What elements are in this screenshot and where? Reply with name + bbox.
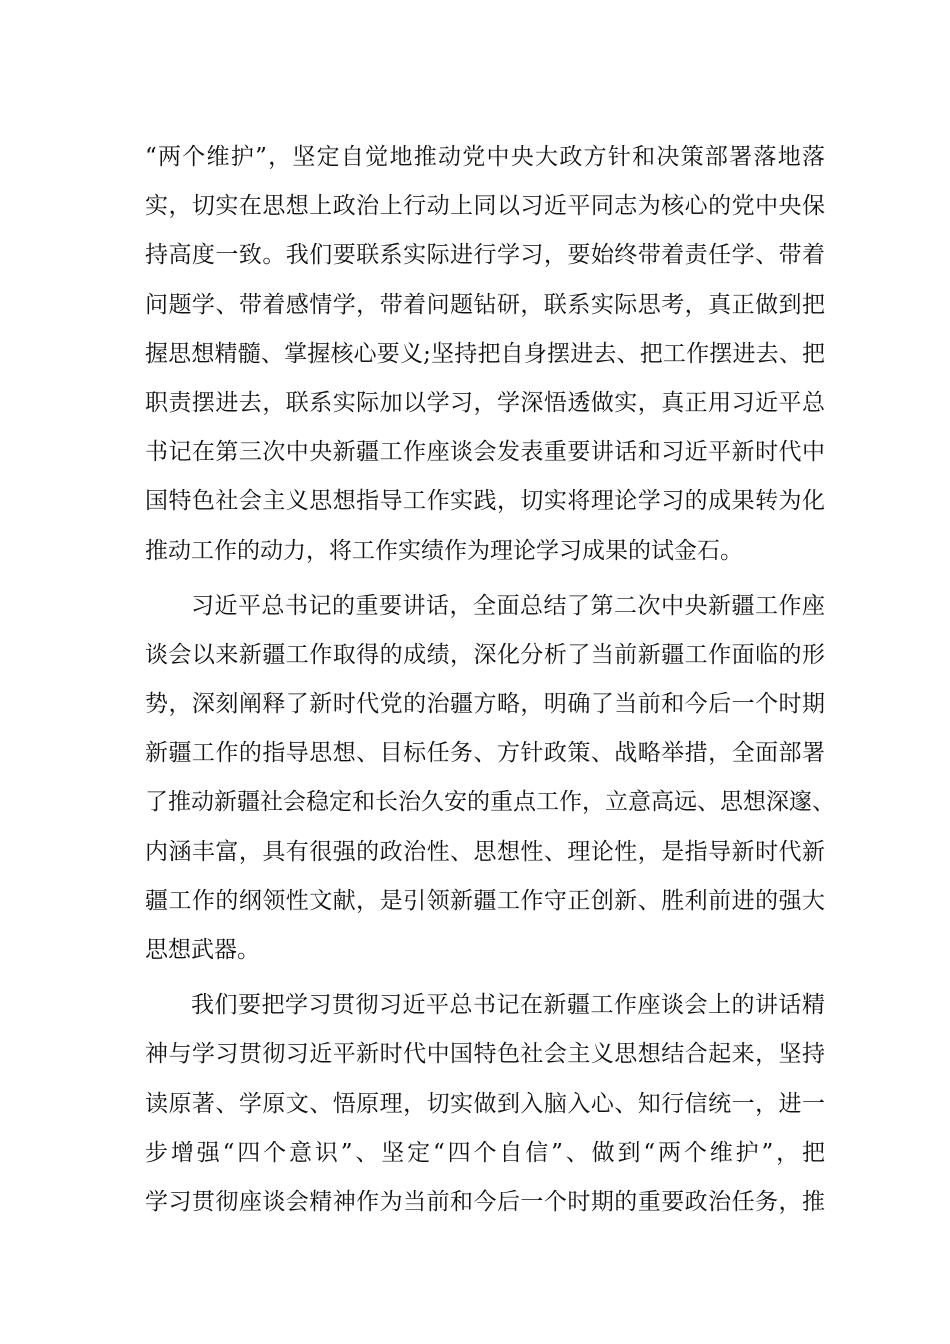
paragraph-2 bbox=[145, 582, 835, 976]
text-line: 疆工作的纲领性文献，是引领新疆工作守正创新、胜利前进的强大 bbox=[145, 887, 825, 914]
text-line: 新疆工作的指导思想、目标任务、方针政策、战略举措，全面部署 bbox=[145, 740, 825, 767]
text-line: 持高度一致。我们要联系实际进行学习，要始终带着责任学、带着 bbox=[145, 242, 825, 269]
text-line: 势，深刻阐释了新时代党的治疆方略，明确了当前和今后一个时期 bbox=[145, 691, 825, 718]
text-line: 我们要把学习贯彻习近平总书记在新疆工作座谈会上的讲话精 bbox=[191, 992, 825, 1019]
text-line: 步增强“四个意识”、坚定“四个自信”、做到“两个维护”，把 bbox=[145, 1139, 825, 1166]
text-line: 内涵丰富，具有很强的政治性、思想性、理论性，是指导新时代新 bbox=[145, 838, 825, 865]
text-line: 实，切实在思想上政治上行动上同以习近平同志为核心的党中央保 bbox=[145, 193, 825, 220]
text-line: 握思想精髓、掌握核心要义;坚持把自身摆进去、把工作摆进去、把 bbox=[145, 340, 825, 367]
paragraph-1 bbox=[145, 133, 825, 576]
text-line: 谈会以来新疆工作取得的成绩，深化分析了当前新疆工作面临的形 bbox=[145, 641, 825, 668]
text-line: 思想武器。 bbox=[145, 937, 260, 963]
text-line: 国特色社会主义思想指导工作实践，切实将理论学习的成果转为化 bbox=[145, 488, 825, 515]
text-line: 书记在第三次中央新疆工作座谈会发表重要讲话和习近平新时代中 bbox=[145, 439, 825, 466]
text-line: 推动工作的动力，将工作实绩作为理论学习成果的试金石。 bbox=[145, 537, 743, 564]
text-line: 习近平总书记的重要讲话，全面总结了第二次中央新疆工作座 bbox=[191, 592, 825, 619]
text-line: 学习贯彻座谈会精神作为当前和今后一个时期的重要政治任务，推 bbox=[145, 1188, 825, 1215]
text-line: “两个维护”，坚定自觉地推动党中央大政方针和决策部署落地落 bbox=[145, 144, 825, 170]
paragraph-3 bbox=[145, 981, 825, 1227]
document-body bbox=[145, 133, 835, 1227]
text-line: 了推动新疆社会稳定和长治久安的重点工作，立意高远、思想深邃、 bbox=[145, 789, 835, 816]
text-line: 问题学、带着感情学，带着问题钻研，联系实际思考，真正做到把 bbox=[145, 291, 825, 318]
text-line: 读原著、学原文、悟原理，切实做到入脑入心、知行信统一，进一 bbox=[145, 1090, 825, 1117]
text-line: 职责摆进去，联系实际加以学习，学深悟透做实，真正用习近平总 bbox=[145, 389, 825, 416]
text-line: 神与学习贯彻习近平新时代中国特色社会主义思想结合起来，坚持 bbox=[145, 1041, 825, 1068]
